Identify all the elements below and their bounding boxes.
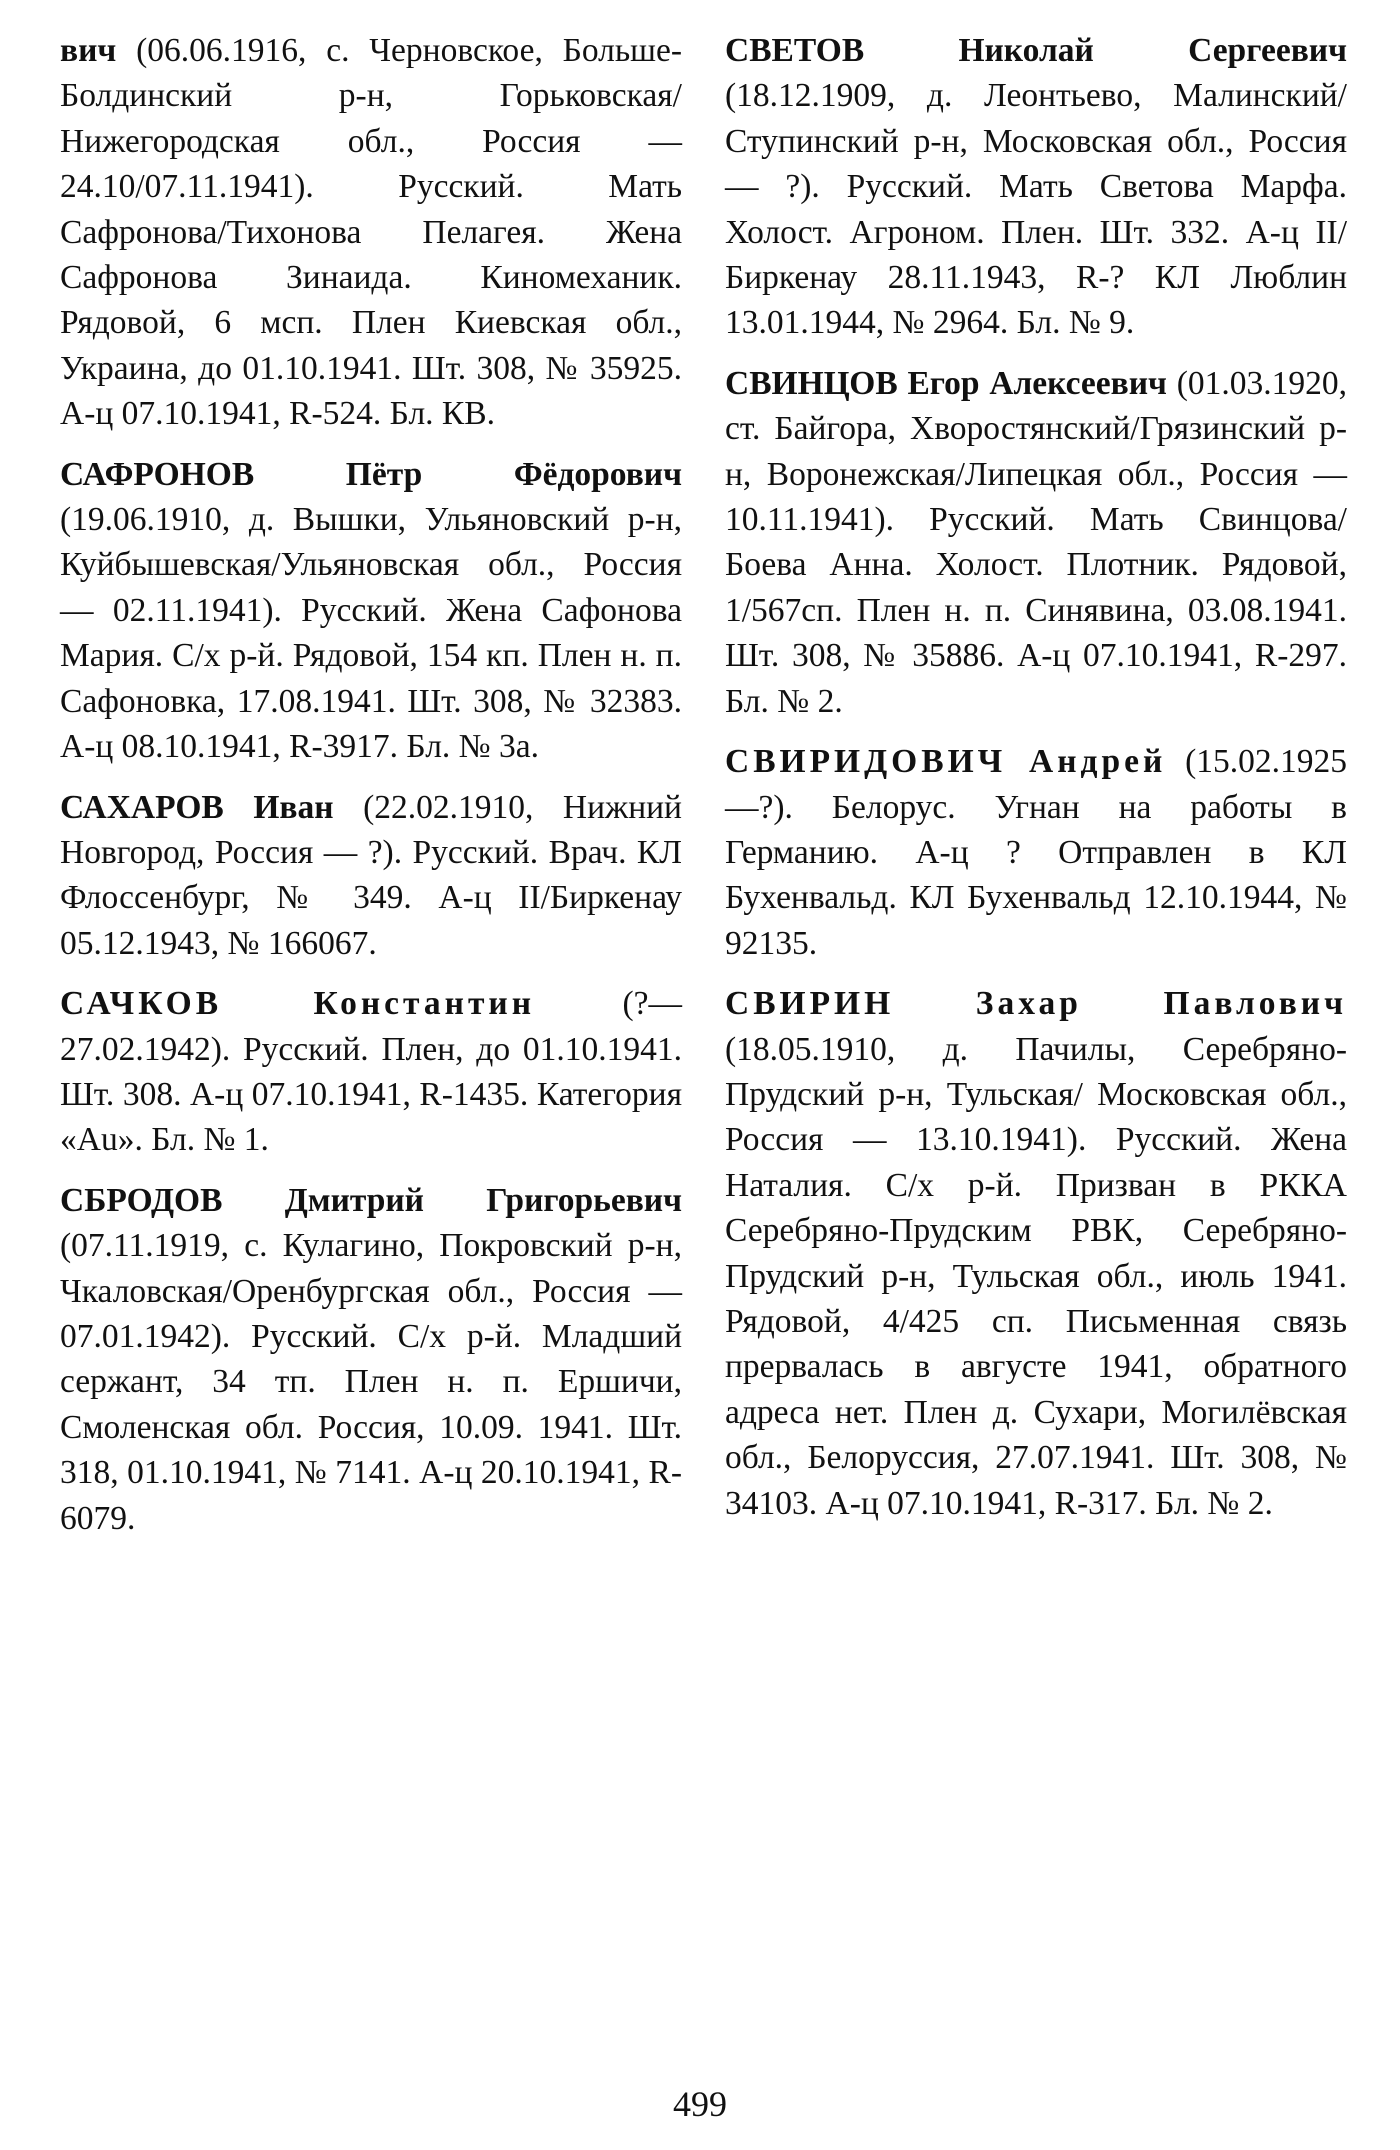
entry-body: (07.11.1919, с. Кулагино, Покровский р-н, Чкаловская/Оренбургская обл., Россия — 07.01.1942). Русский. С/х р-й. Младший сержант, 34 тп. Плен н. п. Ершичи, Смоленская обл. Россия, 10.09. 1941. Шт. 318, 01.10.1941, № 7141. А-ц 20.10.1941, R-6079. — [60, 1227, 682, 1537]
entry-sachkov-konstantin — [60, 981, 682, 1163]
entry-heading: СВИРИН Захар Павлович — [725, 985, 1347, 1023]
entry-heading: САХАРОВ Иван — [60, 788, 334, 826]
entry-heading: САФРОНОВ Пётр Фёдорович — [60, 455, 682, 493]
entry-heading: СВИНЦОВ Егор Алексеевич — [725, 364, 1167, 402]
entry-body: (06.06.1916, с. Черновское, Больше-Болдинский р-н, Горьковская/Нижегородская обл., Россия — 24.10/07.11.1941). Русский. Мать Сафронова/Тихонова Пелагея. Жена Сафронова Зинаида. Киномеханик. Рядовой, 6 мсп. Плен Киевская обл., Украина, до 01.10.1941. Шт. 308, № 35925. А-ц 07.10.1941, R-524. Бл. КВ. — [60, 32, 682, 433]
entry-safronov-continued — [60, 28, 682, 437]
entry-heading: СВИРИДОВИЧ Андрей — [725, 743, 1167, 781]
entry-svetov-nikolay — [725, 28, 1347, 346]
entry-svirin-zakhar — [725, 981, 1347, 1526]
entry-sviridovich-andrey — [725, 739, 1347, 966]
entry-svintsov-egor — [725, 361, 1347, 724]
entry-sbrodov-dmitriy — [60, 1178, 682, 1541]
entry-heading: вич — [60, 32, 117, 69]
entry-body: (19.06.1910, д. Вышки, Ульяновский р-н, Куйбышевская/Ульяновская обл., Россия — 02.11.1941). Русский. Жена Сафонова Мария. С/х р-й. Рядовой, 154 кп. Плен н. п. Сафоновка, 17.08.1941. Шт. 308, № 32383. А-ц 08.10.1941, R-3917. Бл. № 3а. — [60, 501, 682, 766]
left-column — [60, 28, 682, 1556]
entry-body: (?—27.02.1942). Русский. Плен, до 01.10.1941. Шт. 308. А-ц 07.10.1941, R-1435. Категория «Au». Бл. № 1. — [60, 985, 682, 1159]
entry-heading: СВЕТОВ Николай Сергеевич — [725, 32, 1347, 69]
entry-body: (22.02.1910, Нижний Новгород, Россия — ?). Русский. Врач. КЛ Флоссенбург, № 349. А-ц II/Биркенау 05.12.1943, № 166067. — [60, 788, 682, 962]
entry-safronov-petr — [60, 452, 682, 770]
entry-body: (15.02.1925—?). Белорус. Угнан на работы в Германию. А-ц ? Отправлен в КЛ Бухенвальд. КЛ Бухенвальд 12.10.1944, № 92135. — [725, 743, 1348, 962]
entry-heading: СБРОДОВ Дмитрий Григорьевич — [60, 1181, 682, 1219]
entry-sakharov-ivan — [60, 785, 682, 967]
entry-heading: САЧКОВ Константин — [60, 985, 536, 1023]
entry-body: (01.03.1920, ст. Байгора, Хворостянский/Грязинский р-н, Воронежская/Липецкая обл., Россия — 10.11.1941). Русский. Мать Свинцова/Боева Анна. Холост. Плотник. Рядовой, 1/567сп. Плен н. п. Синявина, 03.08.1941. Шт. 308, № 35886. А-ц 07.10.1941, R-297. Бл. № 2. — [725, 364, 1348, 720]
entry-body: (18.05.1910, д. Пачилы, Серебряно-Прудский р-н, Тульская/ Московская обл., Россия — 13.10.1941). Русский. Жена Наталия. С/х р-й. Призван в РККА Серебряно-Прудским РВК, Серебряно-Прудский р-н, Тульская обл., июль 1941. Рядовой, 4/425 сп. Письменная связь прервалась в августе 1941, обратного адреса нет. Плен д. Сухари, Могилёвская обл., Белоруссия, 27.07.1941. Шт. 308, № 34103. А-ц 07.10.1941, R-317. Бл. № 2. — [725, 1030, 1347, 1522]
document-page — [60, 28, 1348, 2078]
entry-body: (18.12.1909, д. Леонтьево, Малинский/Ступинский р-н, Московская обл., Россия — ?). Русский. Мать Светова Марфа. Холост. Агроном. Плен. Шт. 332. А-ц II/Биркенау 28.11.1943, R-? КЛ Люблин 13.01.1944, № 2964. Бл. № 9. — [725, 77, 1347, 342]
page-number: 499 — [673, 2084, 727, 2124]
right-column — [725, 28, 1347, 1541]
